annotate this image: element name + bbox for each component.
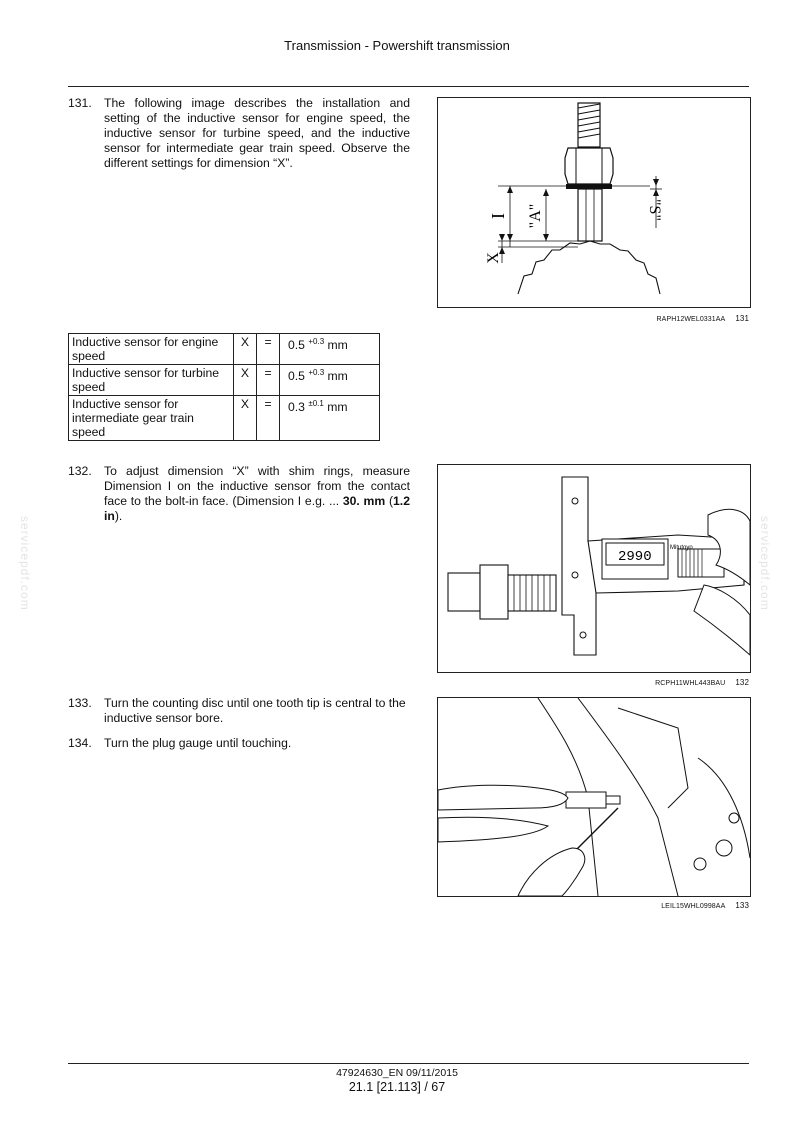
value-cell	[280, 365, 380, 396]
equals-cell: =	[257, 334, 280, 365]
value-cell	[280, 334, 380, 365]
dimension-label-a: "A"	[527, 203, 544, 229]
step-text: The following image describes the installation and setting of the inductive sensor for engine speed, the inductive sensor for turbine speed, and the inductive sensor for intermediate gear train speed. Observe the different settings for dimension “X”.	[104, 96, 410, 170]
dimension-label-s: "S"	[646, 199, 663, 221]
step-number: 134.	[68, 736, 92, 750]
figure-code: LEIL15WHL0998AA	[661, 903, 726, 910]
step-text-part: (	[385, 494, 394, 508]
figure-132	[437, 464, 751, 673]
figure-number: 132	[735, 678, 749, 687]
value-cell	[280, 396, 380, 441]
value-base: 0.5	[288, 338, 309, 353]
header-rule	[68, 86, 749, 87]
symbol-cell: X	[234, 334, 257, 365]
watermark-left: servicepdf.com	[18, 516, 32, 611]
sensor-name-cell: Inductive sensor for intermediate gear train speed	[69, 396, 234, 441]
step-number: 131.	[68, 96, 92, 110]
value-unit: mm	[324, 338, 348, 353]
step-133	[68, 696, 410, 728]
footer-rule	[68, 1063, 749, 1064]
equals-cell: =	[257, 365, 280, 396]
value-base: 0.5	[288, 369, 309, 384]
step-134	[68, 736, 410, 752]
figure-131-caption	[437, 314, 749, 323]
figure-code: RCPH11WHL443BAU	[655, 680, 726, 687]
figure-133	[437, 697, 751, 897]
sensor-spec-table	[68, 333, 380, 441]
figure-131	[437, 97, 751, 308]
dimension-label-i: I	[488, 213, 508, 219]
sensor-name-cell: Inductive sensor for turbine speed	[69, 365, 234, 396]
value-tolerance: +0.3	[308, 337, 325, 346]
figure-code: RAPH12WEL0331AA	[656, 316, 726, 323]
step-number: 133.	[68, 696, 92, 710]
step-132	[68, 464, 410, 528]
measurement-mm: 30. mm	[342, 494, 386, 508]
symbol-cell: X	[234, 396, 257, 441]
value-base: 0.3	[288, 400, 309, 415]
value-unit: mm	[324, 369, 348, 384]
symbol-cell: X	[234, 365, 257, 396]
step-text	[104, 464, 410, 524]
figure-133-caption	[437, 901, 749, 910]
sensor-name-cell: Inductive sensor for engine speed	[69, 334, 234, 365]
step-text: Turn the counting disc until one tooth tip is central to the inductive sensor bore.	[104, 696, 406, 725]
page-number: 21.1 [21.113] / 67	[348, 1080, 446, 1094]
table-row	[69, 365, 380, 396]
step-text-part: ).	[114, 509, 123, 523]
document-id: 47924630_EN 09/11/2015	[336, 1067, 458, 1079]
step-number: 132.	[68, 464, 92, 478]
step-text: Turn the plug gauge until touching.	[104, 736, 292, 750]
value-tolerance: +0.3	[308, 368, 325, 377]
figure-number: 133	[735, 901, 749, 910]
sensor-diagram	[438, 98, 750, 307]
step-131	[68, 96, 410, 176]
caliper-photo	[438, 465, 750, 672]
page-header: Transmission - Powershift transmission	[284, 38, 510, 53]
table-row	[69, 334, 380, 365]
dimension-label-x: X	[485, 252, 502, 264]
value-unit: mm	[323, 400, 348, 415]
caliper-display: 2990	[618, 549, 652, 565]
value-tolerance: ±0.1	[308, 399, 324, 408]
equals-cell: =	[257, 396, 280, 441]
step-text-part: To adjust dimension “X” with shim rings, measure Dimension I on the inductive sensor from the contact face to the bolt-in face. (Dimension I e.g. ...	[104, 464, 410, 508]
caliper-brand: Mitutoyo	[670, 545, 693, 551]
figure-number: 131	[735, 314, 749, 323]
figure-132-caption	[437, 678, 749, 687]
plug-gauge-photo	[438, 698, 750, 896]
table-row	[69, 396, 380, 441]
measurement-in: 1.2 in	[104, 494, 410, 523]
watermark-right: servicepdf.com	[758, 516, 772, 611]
